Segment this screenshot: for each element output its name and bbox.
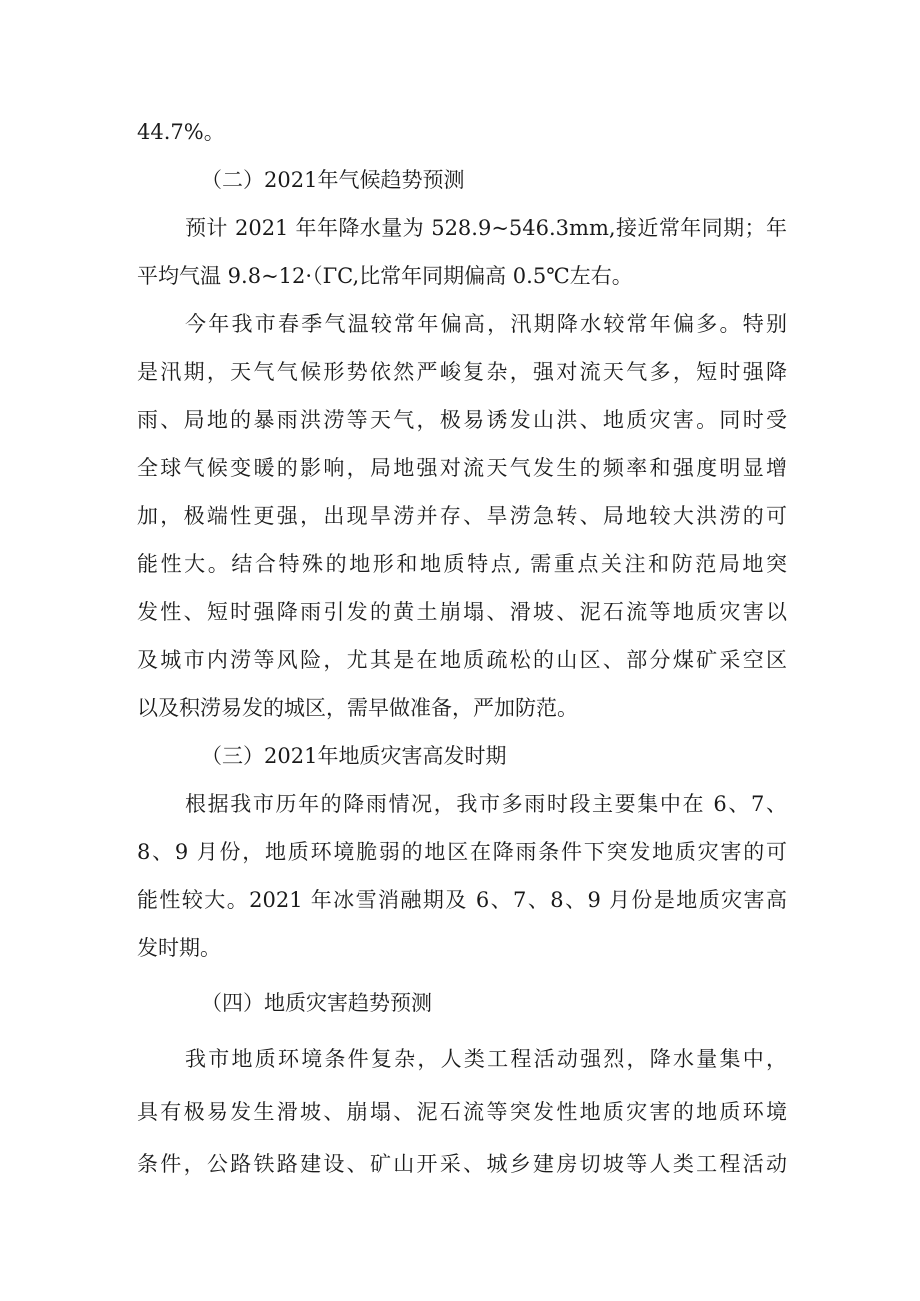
section-heading-4: （四）地质灾害趋势预测: [201, 991, 432, 1015]
paragraph-line: 发时期。: [137, 936, 221, 960]
section-heading-2: （二）2021年气候趋势预测: [201, 168, 465, 192]
paragraph-line: 加，极端性更强，出现旱涝并存、旱涝急转、局地较大洪涝的可: [137, 504, 787, 528]
paragraph-line: 能性较大。2021 年冰雪消融期及 6、7、8、9 月份是地质灾害高: [137, 888, 787, 912]
paragraph-line: 雨、局地的暴雨洪涝等天气，极易诱发山洪、地质灾害。同时受: [137, 408, 787, 432]
carry-over-text: 44.7%。: [137, 120, 225, 144]
paragraph-line: 发性、短时强降雨引发的黄土崩塌、滑坡、泥石流等地质灾害以: [137, 600, 787, 624]
paragraph-line: 根据我市历年的降雨情况，我市多雨时段主要集中在 6、7、: [185, 792, 787, 816]
paragraph-line: 能性大。结合特殊的地形和地质特点, 需重点关注和防范局地突: [137, 552, 787, 576]
paragraph-line: 今年我市春季气温较常年偏高，汛期降水较常年偏多。特别: [185, 312, 787, 336]
section-heading-3: （三）2021年地质灾害高发时期: [201, 744, 507, 768]
paragraph-line: 全球气候变暖的影响，局地强对流天气发生的频率和强度明显增: [137, 456, 787, 480]
paragraph-line: 8、9 月份，地质环境脆弱的地区在降雨条件下突发地质灾害的可: [137, 840, 787, 864]
paragraph-line: 预计 2021 年年降水量为 528.9~546.3mm,接近常年同期；年: [185, 216, 787, 240]
paragraph-line: 我市地质环境条件复杂，人类工程活动强烈，降水量集中，: [185, 1047, 787, 1071]
paragraph-line: 平均气温 9.8~12·（ΓC,比常年同期偏高 0.5℃左右。: [137, 264, 633, 288]
paragraph-line: 以及积涝易发的城区，需早做准备，严加防范。: [137, 696, 578, 720]
paragraph-line: 及城市内涝等风险，尤其是在地质疏松的山区、部分煤矿采空区: [137, 648, 787, 672]
paragraph-line: 具有极易发生滑坡、崩塌、泥石流等突发性地质灾害的地质环境: [137, 1100, 787, 1124]
paragraph-line: 是汛期，天气气候形势依然严峻复杂，强对流天气多，短时强降: [137, 360, 787, 384]
paragraph-line: 条件，公路铁路建设、矿山开采、城乡建房切坡等人类工程活动: [137, 1152, 787, 1176]
